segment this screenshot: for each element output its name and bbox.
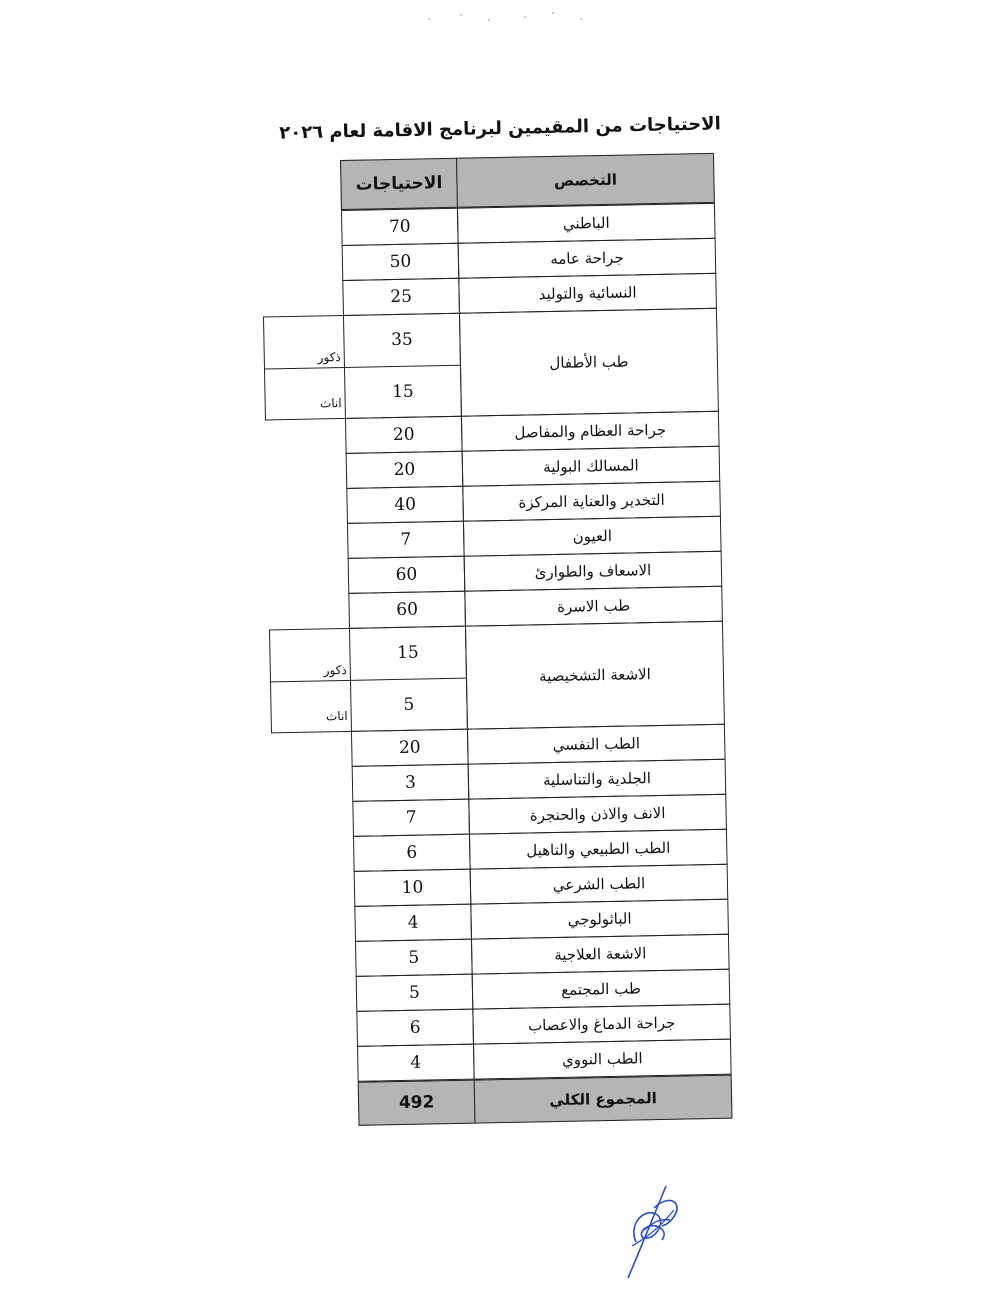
needs-female-value: 15 bbox=[345, 364, 461, 418]
needs-cell: 4 bbox=[354, 904, 472, 942]
needs-cell: 60 bbox=[348, 591, 466, 629]
specialty-cell: طب الاسرة bbox=[464, 586, 723, 627]
specialty-cell: الجلدية والتناسلية bbox=[468, 759, 727, 800]
specialty-cell: الباثولوجي bbox=[470, 899, 729, 940]
needs-cell: 5 bbox=[356, 974, 474, 1012]
specialty-cell: الاسعاف والطوارئ bbox=[464, 551, 723, 592]
table-body bbox=[317, 203, 732, 1082]
header-specialty: التخصص bbox=[456, 153, 715, 208]
needs-cell: 3 bbox=[352, 764, 470, 802]
total-label: المجموع الكلي bbox=[474, 1075, 733, 1124]
scan-artifacts bbox=[420, 10, 620, 24]
female-label: اناث bbox=[319, 396, 342, 411]
needs-split-cell bbox=[343, 313, 462, 419]
needs-cell: 70 bbox=[341, 208, 459, 246]
needs-cell: 5 bbox=[355, 939, 473, 977]
specialty-cell: الطب الطبيعي والتاهيل bbox=[469, 829, 728, 870]
gender-divider bbox=[271, 680, 351, 683]
specialty-cell: العيون bbox=[463, 516, 722, 557]
specialty-cell: طب المجتمع bbox=[472, 969, 731, 1010]
male-label: ذكور bbox=[323, 662, 347, 678]
specialty-cell: الطب النفسي bbox=[467, 724, 726, 765]
specialty-cell: الباطني bbox=[457, 203, 716, 244]
needs-cell: 7 bbox=[352, 799, 470, 837]
table-row bbox=[317, 308, 719, 419]
specialty-cell: الاشعة العلاجية bbox=[471, 934, 730, 975]
needs-cell: 7 bbox=[347, 521, 465, 559]
needs-cell: 6 bbox=[353, 834, 471, 872]
table-total-row bbox=[358, 1075, 733, 1126]
needs-cell: 20 bbox=[351, 729, 469, 767]
male-label: ذكور bbox=[317, 350, 341, 365]
needs-cell: 20 bbox=[345, 416, 463, 454]
needs-cell: 20 bbox=[346, 451, 464, 489]
document-title: الاحتياجات من المقيمين لبرنامج الاقامة لعام ٢٠٢٦ bbox=[279, 113, 721, 144]
signature-icon bbox=[618, 1180, 688, 1280]
gender-divider bbox=[265, 367, 345, 370]
needs-split-cell bbox=[349, 626, 468, 732]
needs-cell: 50 bbox=[342, 243, 460, 281]
gender-label-box bbox=[263, 315, 346, 421]
specialty-cell: الطب الشرعي bbox=[470, 864, 729, 905]
needs-cell: 40 bbox=[346, 486, 464, 524]
female-label: اناث bbox=[325, 708, 348, 724]
needs-cell: 6 bbox=[356, 1009, 474, 1047]
needs-female-value: 5 bbox=[351, 677, 467, 731]
specialty-cell: جراحة الدماغ والاعصاب bbox=[472, 1004, 731, 1045]
specialty-cell: طب الأطفال bbox=[459, 308, 719, 417]
specialty-cell: التخدير والعناية المركزة bbox=[462, 481, 721, 522]
needs-cell: 4 bbox=[357, 1044, 475, 1082]
needs-male-value: 35 bbox=[390, 329, 413, 351]
header-needs: الاحتياجات bbox=[340, 158, 458, 210]
specialty-cell: المسالك البولية bbox=[462, 446, 721, 487]
needs-cell: 25 bbox=[342, 278, 460, 316]
total-value: 492 bbox=[358, 1080, 476, 1126]
needs-table bbox=[317, 153, 732, 1126]
table-header bbox=[340, 153, 715, 210]
needs-male-value: 15 bbox=[396, 642, 419, 664]
needs-cell: 10 bbox=[354, 869, 472, 907]
specialty-cell: الاشعة التشخيصية bbox=[465, 621, 725, 730]
needs-cell: 60 bbox=[348, 556, 466, 594]
specialty-cell: جراحة العظام والمفاصل bbox=[461, 411, 720, 452]
table-row bbox=[323, 621, 725, 732]
specialty-cell: النسائية والتوليد bbox=[458, 273, 717, 314]
gender-label-box bbox=[269, 628, 352, 734]
specialty-cell: الانف والاذن والحنجرة bbox=[468, 794, 727, 835]
specialty-cell: جراحة عامه bbox=[458, 238, 717, 279]
specialty-cell: الطب النووي bbox=[473, 1039, 732, 1080]
